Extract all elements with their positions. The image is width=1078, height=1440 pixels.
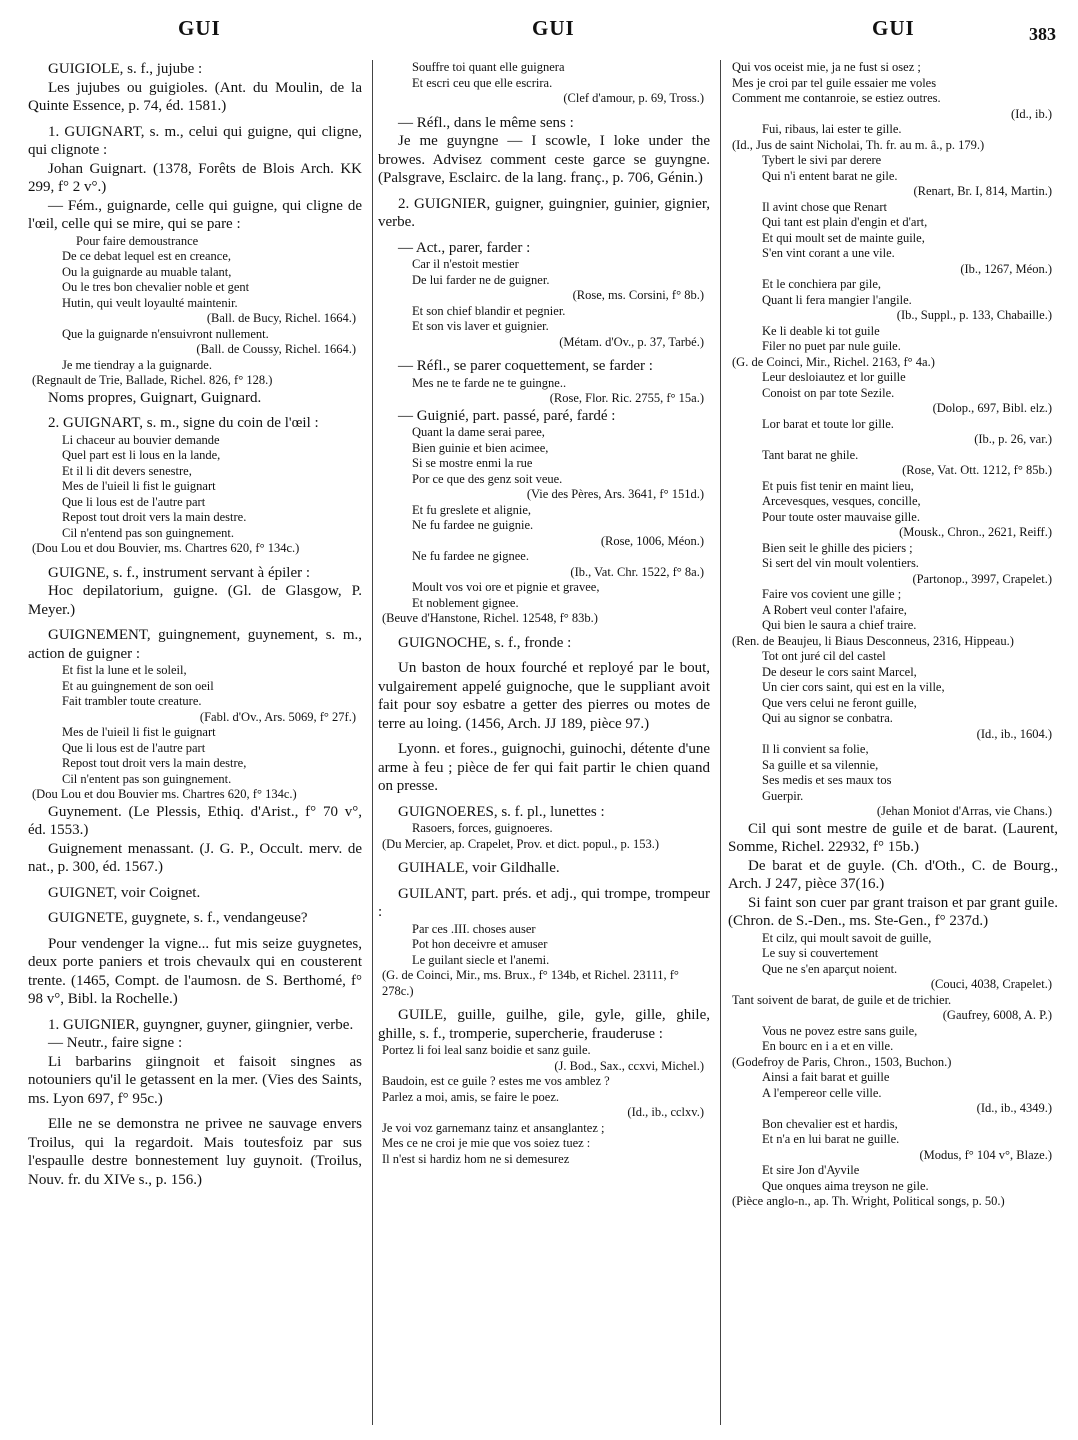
quotation-line: Il avint chose que Renart [762,199,887,214]
citation: (Dou Lou et dou Bouvier, ms. Chartres 620, f° 134c.) [32,541,300,555]
quotation-line: Cil n'entend pas son guingnement. [62,525,235,540]
quotation-line: Conoist on par tote Sezile. [762,385,895,400]
citation: (Ib., Suppl., p. 133, Chabaille.) [896,308,1052,322]
quotation-line: Quel part est li lous en la lande, [62,448,221,462]
citation: (Dou Lou et dou Bouvier ms. Chartres 620, f° 134c.) [32,787,297,801]
quotation-line: S'en vint corant a une vile. [762,246,895,260]
quotation-line: A l'empereor celle ville. [762,1085,882,1100]
citation: (Modus, f° 104 v°, Blaze.) [919,1147,1052,1162]
spacer [28,619,362,626]
quotation-line: Quant li fera mangier l'angile. [762,292,912,307]
spacer [28,1108,362,1115]
quotation-line: Arcevesques, vesques, concille, [762,494,921,508]
quotation-line: Et son chief blandir et pegnier. [412,303,566,318]
quotation-line: Bon chevalier est et hardis, [762,1116,898,1131]
quotation-line: Pour toute oster mauvaise gille. [762,509,920,524]
quotation-line: Bien seit le ghille des piciers ; [762,540,913,555]
quotation-line: Le suy si couvertement [762,946,879,960]
quotation-line: Tybert le sivi par derere [762,153,882,167]
spacer [28,1009,362,1016]
entry-text: Elle ne se demonstra ne privee ne sauvage envers Troilus, qui la regardoit. Mais toutesfoiz par sus l'espaulle destre bonnestement luy guynoit. (Troilus, Nouv. fr. du XIVe s., p. 156.) [28,1116,362,1188]
spacer [378,733,710,740]
quotation-line: Ainsi a fait barat et guille [762,1070,890,1084]
quotation-line: Fait trambler toute creature. [62,694,202,708]
quotation-line: A Robert veul conter l'afaire, [762,602,907,617]
entry-text: — Fém., guignarde, celle qui guigne, qui cligne de l'œil, celle qui se mire, qui se pare : [28,197,362,232]
entry-text: Si faint son cuer par grant traison et par grant guile. (Chron. de S.-Den., ms. Ste-Gen., f° 237d.) [728,894,1058,929]
quotation-line: Que li lous est de l'autre part [62,740,206,755]
spacer [28,557,362,564]
citation: (Pièce anglo-n., ap. Th. Wright, Political songs, p. 50.) [732,1194,1005,1208]
entry-text: Johan Guignart. (1378, Forêts de Blois Arch. KK 299, f° 2 v°.) [28,160,362,195]
spacer [378,796,710,803]
citation: (Ib., 1267, Méon.) [960,261,1052,276]
column-rule [720,60,721,1425]
quotation-line: Qui tant est plain d'engin et d'art, [762,215,928,229]
citation: (Id., ib., 1604.) [976,726,1052,741]
quotation-line: Et cilz, qui moult savoit de guille, [762,930,932,945]
entry-text: Guignement menassant. (J. G. P., Occult. merv. de nat., p. 300, éd. 1567.) [28,840,362,875]
spacer [28,902,362,909]
citation: (Rose, 1006, Méon.) [600,533,704,548]
spacer [378,627,710,634]
quotation-line: Rasoers, forces, guignoeres. [412,821,553,835]
entry-text: 1. GUIGNART, s. m., celui qui guigne, qui cligne, qui clignote : [28,123,362,158]
citation: (Jehan Moniot d'Arras, vie Chans.) [876,804,1052,818]
quotation-line: Si sert del vin moult volentiers. [762,556,919,570]
quotation-line: Que vers celui ne feront guille, [762,695,917,710]
entry-text: GUIGNETE, guygnete, s. f., vendangeuse? [48,910,308,926]
entry-text: De barat et de guyle. (Ch. d'Oth., C. de Bourg., Arch. J 247, pièce 37(16.) [728,857,1058,892]
spacer [378,878,710,885]
entry-text: Cil qui sont mestre de guile et de barat. (Laurent, Somme, Richel. 22932, f° 15b.) [728,820,1058,855]
quotation-line: Ke li deable ki tot guile [762,323,880,338]
quotation-line: Si se mostre enmi la rue [412,456,533,470]
quotation-line: Et n'a en lui barat ne guille. [762,1132,900,1146]
quotation-line: Ou la guignarde au muable talant, [62,264,232,279]
entry-text: Je me guyngne — I scowle, I loke under the browes. Advisez comment ceste garce se guyngne. (Palsgrave, Esclairc. de la lang. franç., p. 706, Génin.) [378,133,710,186]
quotation-line: Hutin, qui veult loyaulté maintenir. [62,295,238,310]
citation: (Vie des Pères, Ars. 3641, f° 151d.) [526,487,704,501]
spacer [378,999,710,1006]
quotation-line: Qui n'i entent barat ne gile. [762,168,898,183]
quotation-line: De lui farder ne de guigner. [412,272,550,287]
quotation-line: Que la guignarde n'ensuivront nullement. [62,326,269,341]
entry-text: — Act., parer, farder : [398,239,531,256]
entry-text: GUIHALE, voir Gildhalle. [398,860,560,876]
column-rule [372,60,373,1425]
quotation-line: Et fu greslete et alignie, [412,502,532,517]
citation: Qui vos oceist mie, ja ne fust si osez ; [732,60,921,74]
running-head-right: GUI [872,16,915,40]
citation: (Dolop., 697, Bibl. elz.) [932,401,1052,415]
quotation-line: Il li convient sa folie, [762,742,869,756]
entry-text: GUILE, guille, guilhe, gile, gyle, gille, ghile, ghille, s. f., tromperie, supercherie, frauderuse : [378,1007,710,1042]
citation: Baudoin, est ce guile ? estes me vos amblez ? [382,1074,610,1088]
spacer [378,232,710,239]
entry-text: Li barbarins giingnoit et faisoit singnes as notouniers qu'il le getassent en la mer. (Vies des Saints, ms. Lyon 697, f° 95c.) [28,1053,362,1107]
citation: (Rose, Flor. Ric. 2755, f° 15a.) [549,391,704,405]
quotation-line: Lor barat et toute lor gille. [762,416,894,431]
quotation-line: Repost tout droit vers la main destre, [62,756,247,770]
quotation-line: Tot ont juré cil del castel [762,649,886,663]
entry-text: GUIGNOCHE, s. f., fronde : [398,634,572,651]
quotation-line: Et son vis laver et guignier. [412,319,549,333]
entry-text: — Réfl., se parer coquettement, se farder : [398,358,653,374]
spacer [378,852,710,859]
entry-text: GUIGNE, s. f., instrument servant à épiler : [48,564,311,581]
quotation-line: Tant barat ne ghile. [762,447,859,462]
quotation-line: Ne fu fardee ne guignie. [412,518,534,532]
citation: (Regnault de Trie, Ballade, Richel. 826, f° 128.) [32,373,273,387]
entry-text: GUIGNET, voir Coignet. [48,884,201,901]
entry-text: 1. GUIGNIER, guyngner, guyner, giingnier, verbe. [48,1016,354,1033]
quotation-line: Moult vos voi ore et pignie et gravee, [412,580,600,594]
quotation-line: Guerpir. [762,788,804,803]
quotation-line: Et il li dit devers senestre, [62,463,192,478]
citation: (G. de Coinci, Mir., ms. Brux., f° 134b, et Richel. 23111, f° 278c.) [382,968,679,998]
entry-text: Guynement. (Le Plessis, Ethiq. d'Arist., f° 70 v°, éd. 1553.) [28,803,362,838]
quotation-line: Repost tout droit vers la main destre. [62,510,247,524]
quotation-line: Qui au signor se conbatra. [762,711,893,725]
citation: (Ib., Vat. Chr. 1522, f° 8a.) [570,564,704,579]
page-number: 383 [1029,24,1056,44]
quotation-line: Quant la dame serai paree, [412,425,545,439]
citation: (Métam. d'Ov., p. 37, Tarbé.) [559,334,704,349]
quotation-line: Ne fu fardee ne gignee. [412,549,529,563]
quotation-line: Et sire Jon d'Ayvile [762,1163,860,1177]
spacer [378,652,710,659]
citation: (Ball. de Bucy, Richel. 1664.) [206,311,356,325]
quotation-line: De ce debat lequel est en creance, [62,249,231,263]
quotation-line: Qui bien le saura a chief traire. [762,618,917,632]
citation: (Fabl. d'Ov., Ars. 5069, f° 27f.) [199,709,356,724]
quotation-line: Ou le tres bon chevalier noble et gent [62,280,250,294]
citation: (Ball. de Coussy, Richel. 1664.) [196,342,356,356]
quotation-line: Por ce que des genz soit veue. [412,471,563,486]
quotation-line: Et puis fist tenir en maint lieu, [762,478,914,493]
citation: (Id., ib.) [1011,106,1052,121]
entry-text: GUILANT, part. prés. et adj., qui trompe, trompeur : [378,885,710,920]
quotation-line: Et qui moult set de mainte guile, [762,230,925,245]
quotation-line: Mes de l'uieil li fist le guignart [62,725,216,739]
quotation-line: Et escri ceu que elle escrira. [412,75,553,90]
entry-text: — Réfl., dans le même sens : [398,114,574,131]
column-3 [728,60,1058,1210]
quotation-line: Bien guinie et bien acimee, [412,440,549,455]
citation: Mes je croi par tel guile essaier me voles [732,75,937,90]
entry-text: — Guignié, part. passé, paré, fardé : [398,407,616,424]
quotation-line: Je me tiendray a la guignarde. [62,357,212,372]
entry-text: Les jujubes ou guigioles. (Ant. du Moulin, de la Quinte Essence, p. 74, éd. 1581.) [28,79,362,114]
quotation-line: Que ne s'en aparçut noient. [762,961,898,976]
citation: Comment me contanroie, se estiez outres. [732,91,941,105]
entry-text: Pour vendenger la vigne... fut mis seize guygnetes, deux porte paniers et trois chevaulx qui en cousterent trente. (1465, Compt. de l'aumosn. de S. Berthomé, f° 98 v°, Bibl. la Rochelle.) [28,935,362,1007]
quotation-line: Leur desloiautez et lor guille [762,370,906,384]
citation: (Mousk., Chron., 2621, Reiff.) [899,525,1052,539]
spacer [378,107,710,114]
quotation-line: Par ces .III. choses auser [412,921,536,936]
quotation-line: Car il n'estoit mestier [412,257,519,271]
quotation-line: En bourc en i a et en ville. [762,1039,894,1053]
entry-text: 2. GUIGNART, s. m., signe du coin de l'œil : [48,415,319,431]
spacer [378,188,710,195]
citation: (Du Mercier, ap. Crapelet, Prov. et dict. popul., p. 153.) [382,836,660,851]
spacer [378,350,710,357]
spacer [28,877,362,884]
quotation-line: Filer no puet par nule guile. [762,339,901,353]
spacer [28,928,362,935]
citation: (Ib., p. 26, var.) [974,432,1052,446]
quotation-line: De deseur le cors saint Marcel, [762,664,917,679]
citation: (Rose, ms. Corsini, f° 8b.) [572,288,704,302]
quotation-line: Ses medis et ses maux tos [762,773,892,787]
citation: Il n'est si hardiz hom ne si demesurez [382,1151,570,1166]
running-head-center: GUI [532,16,575,40]
citation: (J. Bod., Sax., ccxvi, Michel.) [554,1058,704,1073]
citation: (Gaufrey, 6008, A. P.) [942,1008,1052,1022]
entry-text: Hoc depilatorium, guigne. (Gl. de Glasgow, P. Meyer.) [28,583,362,618]
entry-text: GUIGNEMENT, guingnement, guynement, s. m., action de guigner : [28,627,362,662]
entry-text: Lyonn. et fores., guignochi, guinochi, détente d'une arme à feu ; pièce de fer qui fait partir le chien quand on presse. [378,741,710,794]
entry-text: GUIGIOLE, s. f., jujube : [48,61,203,77]
quotation-line: Le guilant siecle et l'anemi. [412,952,550,967]
quotation-line: Pour faire demoustrance [76,233,199,248]
citation: Mes ce ne croi je mie que vos soiez tuez : [382,1136,591,1150]
citation: Je voi voz garnemanz tainz et ansanglantez ; [382,1120,605,1135]
citation: Parlez a moi, amis, se faire le poez. [382,1089,560,1104]
column-2 [378,60,710,1167]
entry-text: Un baston de houx fourché et reployé par le bout, vulgairement appelé guignoche, que le suppliant avoit fait pour soy esbatre a getter des pierres ou motes de terre au loing. (1456, Arch. JJ 189, pièce 97.) [378,660,710,732]
quotation-line: Sa guille et sa vilennie, [762,757,879,772]
citation: (Partonop., 3997, Crapelet.) [912,571,1052,586]
citation: (Clef d'amour, p. 69, Tross.) [563,91,704,105]
citation: (Renart, Br. I, 814, Martin.) [913,184,1052,198]
spacer [28,116,362,123]
citation: (Id., ib., cclxv.) [627,1105,704,1119]
quotation-line: Cil n'entent pas son guingnement. [62,771,232,786]
quotation-line: Vous ne povez estre sans guile, [762,1023,918,1038]
citation: (Ren. de Beaujeu, li Biaus Desconneus, 2316, Hippeau.) [732,633,1014,648]
quotation-line: Fui, ribaus, lai ester te gille. [762,122,902,136]
quotation-line: Li chaceur au bouvier demande [62,432,220,447]
running-head-left: GUI [178,16,221,40]
quotation-line: Faire vos covient une gille ; [762,587,902,601]
entry-text: GUIGNOERES, s. f. pl., lunettes : [398,803,605,820]
entry-text: 2. GUIGNIER, guigner, guingnier, guinier, gignier, verbe. [378,195,710,230]
quotation-line: Souffre toi quant elle guignera [412,60,565,74]
column-1 [28,60,362,1189]
quotation-line: Mes ne te farde ne te guingne.. [412,375,567,390]
citation: (G. de Coinci, Mir., Richel. 2163, f° 4a.) [732,354,935,369]
entry-text: — Neutr., faire signe : [48,1035,183,1051]
citation: (Beuve d'Hanstone, Richel. 12548, f° 83b.) [382,611,598,625]
citation: Tant soivent de barat, de guile et de trichier. [732,992,952,1007]
quotation-line: Que li lous est de l'autre part [62,494,206,509]
quotation-line: Un cier cors saint, qui est en la ville, [762,680,945,694]
quotation-line: Mes de l'uieil li fist le guignart [62,479,216,493]
spacer [28,407,362,414]
entry-text: Noms propres, Guignart, Guignard. [48,389,262,406]
quotation-line: Et noblement gignee. [412,595,519,610]
citation: (Rose, Vat. Ott. 1212, f° 85b.) [902,463,1052,477]
citation: (Couci, 4038, Crapelet.) [930,977,1052,991]
citation: (Id., Jus de saint Nicholai, Th. fr. au m. â., p. 179.) [732,137,985,152]
citation: (Godefroy de Paris, Chron., 1503, Buchon.) [732,1054,952,1069]
quotation-line: Et au guingnement de son oeil [62,678,214,693]
citation: Portez li foi leal sanz boidie et sanz guile. [382,1043,591,1057]
quotation-line: Et le conchiera par gile, [762,277,882,291]
quotation-line: Pot hon deceivre et amuser [412,937,548,951]
quotation-line: Et fist la lune et le soleil, [62,663,187,677]
citation: (Id., ib., 4349.) [976,1101,1052,1115]
quotation-line: Que onques aima treyson ne gile. [762,1178,929,1193]
